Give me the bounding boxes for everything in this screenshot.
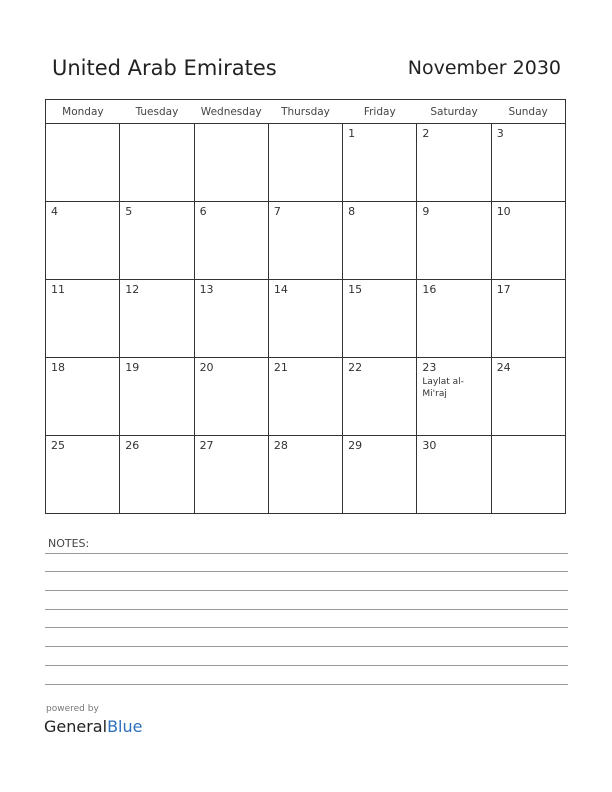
day-number: 25 [51,439,65,452]
calendar-grid [45,99,566,514]
day-cell [491,280,565,358]
day-cell [268,358,342,436]
day-cell [268,436,342,514]
day-number: 2 [422,127,430,140]
note-line [45,684,568,685]
day-number: 30 [422,439,437,452]
day-cell [46,202,120,280]
day-number: 3 [496,127,504,140]
weekday-header: Thursday [268,100,342,124]
day-cell [491,358,565,436]
day-cell [343,280,417,358]
day-number: 13 [199,283,214,296]
day-number: 24 [496,361,511,374]
day-cell [343,436,417,514]
day-number: 19 [125,361,140,374]
day-number: 1 [348,127,356,140]
day-cell [46,358,120,436]
day-cell [120,358,194,436]
brand-logo [44,717,142,736]
day-cell [491,124,565,202]
day-cell [120,280,194,358]
day-cell [194,280,268,358]
holiday-label: Laylat al-Mi'raj [422,377,464,399]
day-cell [268,124,342,202]
day-number: 14 [273,283,288,296]
day-number: 9 [422,205,430,218]
notes-label: NOTES: [48,537,90,550]
weekday-header: Saturday [417,100,491,124]
day-cell [120,124,194,202]
day-number: 26 [125,439,140,452]
note-line [45,609,568,610]
week-row [46,280,566,358]
note-line [45,665,568,666]
day-cell [491,202,565,280]
day-cell [491,436,565,514]
note-line [45,571,568,572]
country-title: United Arab Emirates [52,56,277,80]
day-cell [46,124,120,202]
day-cell [343,358,417,436]
day-cell [417,358,491,436]
weekday-header: Monday [46,100,120,124]
note-line [45,590,568,591]
note-line [45,627,568,628]
day-cell [194,358,268,436]
day-number: 10 [496,205,511,218]
day-number: 16 [422,283,437,296]
day-number: 8 [348,205,356,218]
day-number: 4 [51,205,58,218]
powered-by-text: powered by [46,704,99,714]
day-number: 18 [51,361,65,374]
day-number: 17 [496,283,511,296]
weekday-header: Tuesday [120,100,194,124]
day-number: 28 [273,439,288,452]
day-cell [417,280,491,358]
week-row [46,202,566,280]
brand-text-general: General [44,717,108,736]
week-row [46,436,566,514]
day-cell [120,202,194,280]
day-cell [268,202,342,280]
day-cell [46,436,120,514]
day-cell [417,436,491,514]
month-title: November 2030 [407,57,561,79]
week-row [46,124,566,202]
day-number: 23 [422,361,437,374]
day-cell [194,202,268,280]
day-number: 11 [51,283,65,296]
day-cell [194,436,268,514]
note-line [45,553,568,554]
day-number: 22 [348,361,363,374]
week-row [46,358,566,436]
weekday-header: Sunday [491,100,565,124]
day-number: 20 [199,361,214,374]
day-number: 12 [125,283,140,296]
day-cell [343,202,417,280]
day-number: 6 [199,205,207,218]
day-cell [417,202,491,280]
note-line [45,646,568,647]
day-number: 21 [273,361,288,374]
day-number: 7 [273,205,281,218]
day-cell [417,124,491,202]
day-number: 5 [125,205,133,218]
brand-text-blue: Blue [107,717,143,736]
day-number: 29 [348,439,363,452]
day-number: 27 [199,439,214,452]
weekday-header-row [46,100,566,124]
day-cell [120,436,194,514]
day-cell [268,280,342,358]
day-number: 15 [348,283,363,296]
day-cell [343,124,417,202]
weekday-header: Friday [343,100,417,124]
weekday-header: Wednesday [194,100,268,124]
day-cell [194,124,268,202]
day-cell [46,280,120,358]
